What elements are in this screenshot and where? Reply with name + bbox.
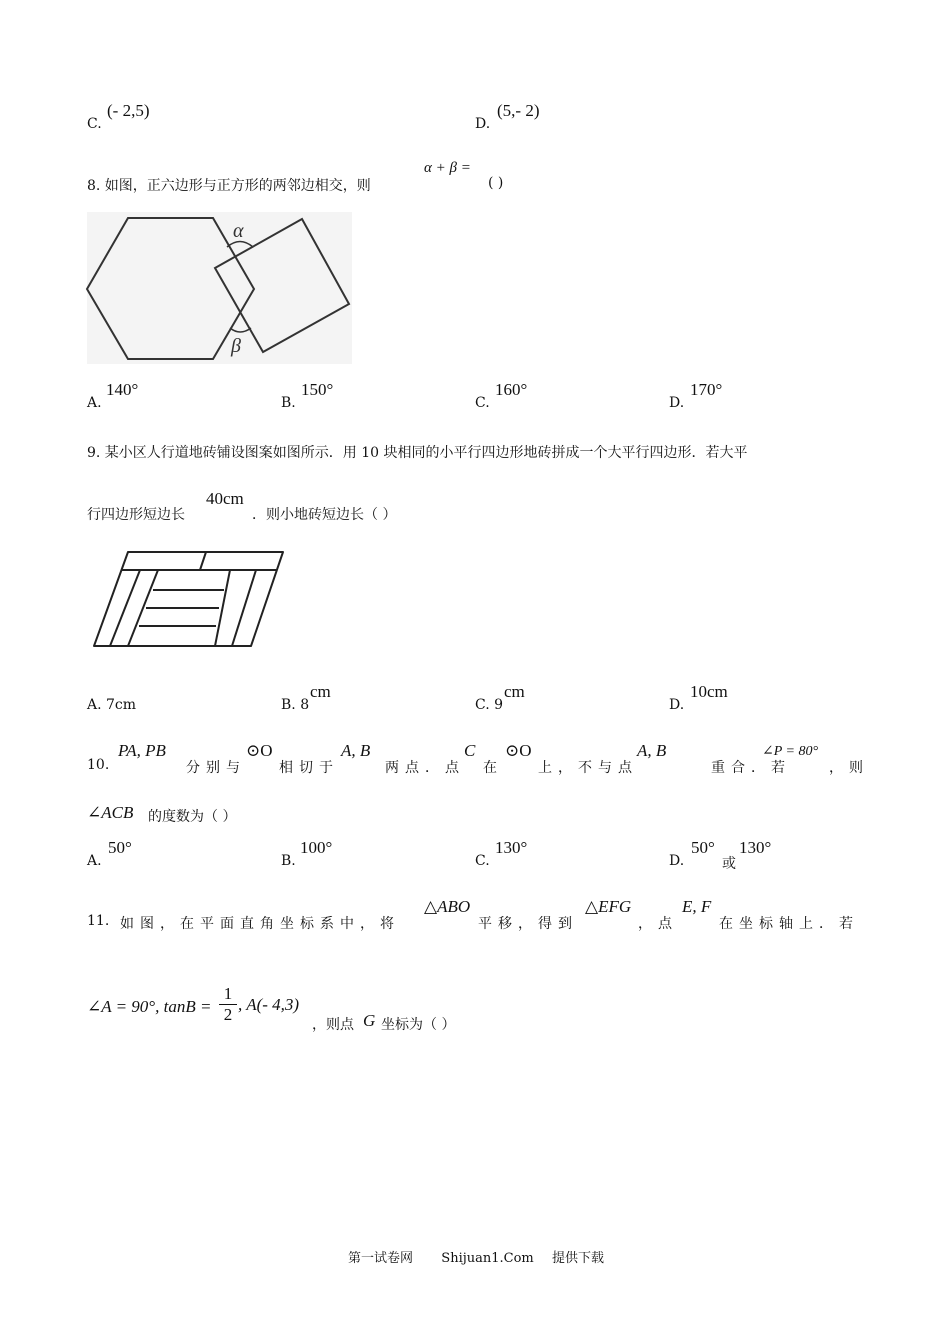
footer [348,1247,604,1266]
q9-option-c-unit: cm [504,682,525,701]
q10-option-d-label: D. [669,853,685,869]
q10-option-c-label: C. [475,853,490,869]
q11-triangle-efg: △EFG [585,897,632,916]
q8-option-d-value: 170° [690,380,723,399]
q10-pa-pb: PA, PB [118,741,166,760]
q9-option-b-unit: cm [310,682,331,701]
q10-text-4: 在 [483,760,497,776]
q11-text-6: 坐标为（ ） [381,1017,456,1033]
q9-line2-value: 40cm [206,489,244,508]
q10-angle-p: ∠P = 80° [762,744,819,759]
q10-points-ab: A, B [341,741,371,760]
q11-condition-a: ∠A = 90°, tanB = [87,997,212,1016]
q11-text-1: 如图，在平面直角坐标系中，将 [120,916,400,932]
q10-point-c: C [464,741,476,760]
q11-text-5: ，则点 [312,1017,354,1033]
q8-option-a-label: A. [87,395,102,411]
q11-text-2: 平移，得到 [478,916,578,932]
q10-option-b-label: B. [281,853,296,869]
q10-option-d-value: 50° [691,838,715,857]
q10-circle-o-2: ⊙O [505,741,532,760]
q11-points-ef: E, F [682,897,712,916]
q7-option-c-label: C. [87,116,102,132]
tile-lines [94,552,283,646]
q11-point-g: G [363,1011,376,1030]
q9-line2-pre: 行四边形短边长 [87,507,185,523]
alpha-label: α [233,220,244,242]
q10-text-3: 两点．点 [385,760,465,776]
q9-line1: 9. 某小区人行道地砖铺设图案如图所示．用 10 块相同的小平行四边形地砖拼成一个大平行四边形．若大平 [87,445,748,461]
q9-option-c-label: C. 9 [475,697,504,713]
q8-option-b-value: 150° [301,380,334,399]
q8-stem: 8. 如图，正六边形与正方形的两邻边相交，则 [87,178,371,194]
q8-expression: α + β = [424,160,471,176]
q9-option-b-label: B. 8 [281,697,310,713]
q8-answer-paren: ( ) [488,175,504,191]
q10-option-d-or: 或 [722,856,736,872]
q9-line2-post: ．则小地砖短边长（ ） [252,507,397,523]
q8-option-c-value: 160° [495,380,528,399]
q8-option-d-label: D. [669,395,685,411]
q11-triangle-abo: △ABO [424,897,471,916]
q10-option-c-value: 130° [495,838,528,857]
q11-number: 11. [87,913,110,929]
figure-background [87,212,352,364]
footer-note: 提供下载 [552,1251,605,1266]
q10-option-a-value: 50° [108,838,132,857]
q7-option-d-label: D. [475,116,491,132]
q10-option-a-label: A. [87,853,102,869]
fraction-numerator: 1 [223,984,233,1003]
q8-hexagon-square-figure [87,212,357,367]
q10-circle-o: ⊙O [246,741,273,760]
outer-parallelogram [94,552,283,646]
q10-text-2: 相切于 [279,760,339,776]
q10-points-ab-2: A, B [637,741,667,760]
q11-text-4: 在坐标轴上．若 [719,916,859,932]
q10-angle-acb: ∠ACB [87,803,134,822]
q8-option-a-value: 140° [106,380,139,399]
q10-text-6: 重合．若 [711,760,791,776]
q7-option-c-value: (- 2,5) [107,101,150,120]
q10-text-5: 上，不与点 [538,760,638,776]
q9-tile-parallelogram-figure [92,548,292,650]
q9-option-d-value: 10cm [690,682,728,701]
q10-number: 10. [87,757,110,773]
q11-condition-b: , A(- 4,3) [238,995,300,1014]
q11-fraction [219,985,237,1024]
footer-site: 第一试卷网 [348,1251,414,1266]
q8-option-b-label: B. [281,395,296,411]
q11-text-3: ，点 [638,916,678,932]
beta-label: β [231,335,241,357]
q10-text-1: 分别与 [186,760,246,776]
q8-option-c-label: C. [475,395,490,411]
q7-option-d-value: (5,- 2) [497,101,540,120]
q9-option-d-label: D. [669,697,685,713]
q10-line2-text: 的度数为（ ） [148,809,237,825]
q10-option-b-value: 100° [300,838,333,857]
q10-option-d-value-2: 130° [739,838,772,857]
footer-domain[interactable]: Shijuan1.Com [441,1251,534,1266]
q9-option-a-label: A. 7cm [87,697,137,713]
fraction-denominator: 2 [223,1005,233,1024]
q10-text-7: ，则 [829,760,869,776]
